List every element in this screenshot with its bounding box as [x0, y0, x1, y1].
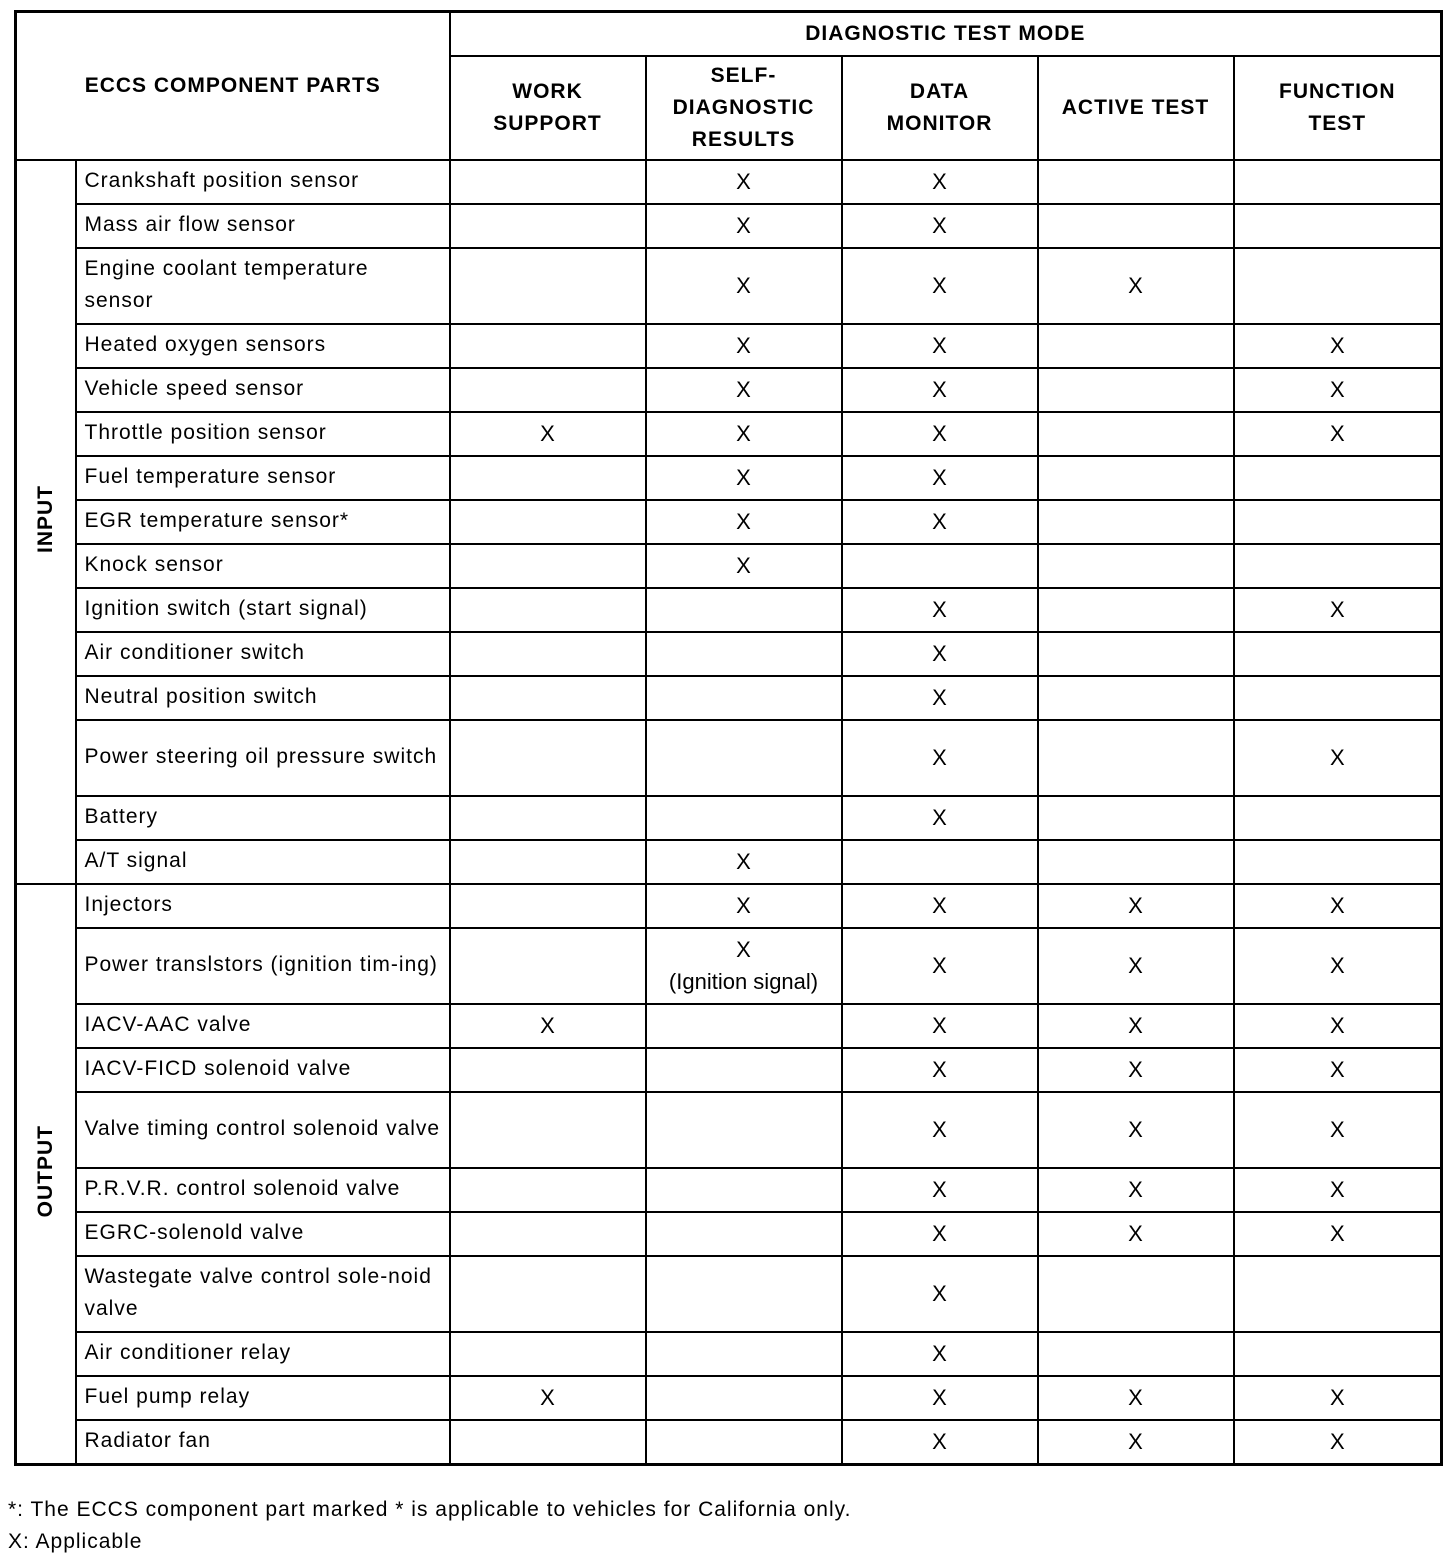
applicability-mark-work-support	[450, 1048, 646, 1092]
component-part-name: EGR temperature sensor*	[76, 500, 450, 544]
applicability-mark-data-monitor: X	[842, 1332, 1038, 1376]
applicability-mark-self-diagnostic-results: X	[646, 456, 842, 500]
column-header-work-support: WORK SUPPORT	[450, 56, 646, 160]
applicability-mark-function-test	[1234, 500, 1442, 544]
component-part-name: Crankshaft position sensor	[76, 160, 450, 204]
applicability-mark-function-test: X	[1234, 1168, 1442, 1212]
applicability-mark-work-support	[450, 1420, 646, 1465]
component-part-name: Throttle position sensor	[76, 412, 450, 456]
group-cell-input	[16, 160, 76, 884]
table-row	[16, 456, 1442, 500]
applicability-mark-work-support: X	[450, 1376, 646, 1420]
table-row	[16, 796, 1442, 840]
applicability-mark-function-test	[1234, 1332, 1442, 1376]
table-row	[16, 412, 1442, 456]
applicability-mark-function-test: X	[1234, 368, 1442, 412]
table-body	[16, 160, 1442, 1465]
table-row	[16, 676, 1442, 720]
footnotes	[8, 1494, 851, 1558]
applicability-mark-self-diagnostic-results: X	[646, 248, 842, 324]
applicability-mark-work-support	[450, 456, 646, 500]
applicability-mark-work-support	[450, 1256, 646, 1332]
applicability-mark-active-test	[1038, 796, 1234, 840]
applicability-mark-self-diagnostic-results: X	[646, 544, 842, 588]
component-part-name: EGRC-solenold valve	[76, 1212, 450, 1256]
applicability-mark-data-monitor: X	[842, 928, 1038, 1004]
applicability-mark-self-diagnostic-results	[646, 632, 842, 676]
column-header-active-test: ACTIVE TEST	[1038, 56, 1234, 160]
applicability-mark-work-support	[450, 588, 646, 632]
table-row	[16, 1376, 1442, 1420]
applicability-mark-active-test	[1038, 204, 1234, 248]
applicability-mark-data-monitor: X	[842, 1256, 1038, 1332]
component-part-name: Power translstors (ignition tim-ing)	[76, 928, 450, 1004]
table-row	[16, 1168, 1442, 1212]
applicability-mark-active-test	[1038, 720, 1234, 796]
applicability-mark-active-test	[1038, 160, 1234, 204]
component-part-name: Ignition switch (start signal)	[76, 588, 450, 632]
applicability-mark-function-test	[1234, 1256, 1442, 1332]
applicability-mark-data-monitor: X	[842, 588, 1038, 632]
eccs-diagnostic-table-sheet	[14, 10, 1440, 1466]
applicability-mark-self-diagnostic-results	[646, 1376, 842, 1420]
applicability-mark-function-test: X	[1234, 928, 1442, 1004]
applicability-mark-data-monitor: X	[842, 204, 1038, 248]
applicability-mark-function-test: X	[1234, 720, 1442, 796]
applicability-mark-self-diagnostic-results	[646, 1256, 842, 1332]
applicability-mark-data-monitor: X	[842, 324, 1038, 368]
applicability-mark-data-monitor	[842, 544, 1038, 588]
applicability-mark-data-monitor: X	[842, 1376, 1038, 1420]
applicability-mark-function-test: X	[1234, 1212, 1442, 1256]
applicability-mark-data-monitor: X	[842, 720, 1038, 796]
applicability-mark-data-monitor: X	[842, 500, 1038, 544]
applicability-mark-function-test	[1234, 632, 1442, 676]
applicability-mark-self-diagnostic-results: X	[646, 500, 842, 544]
table-row	[16, 1256, 1442, 1332]
table-row	[16, 500, 1442, 544]
applicability-mark-function-test: X	[1234, 1004, 1442, 1048]
table-row	[16, 840, 1442, 884]
applicability-mark-function-test: X	[1234, 1092, 1442, 1168]
applicability-mark-active-test	[1038, 500, 1234, 544]
applicability-mark-work-support	[450, 796, 646, 840]
applicability-mark-function-test: X	[1234, 1420, 1442, 1465]
applicability-mark-self-diagnostic-results	[646, 1092, 842, 1168]
applicability-mark-work-support	[450, 632, 646, 676]
table-row	[16, 632, 1442, 676]
applicability-mark-active-test	[1038, 544, 1234, 588]
applicability-mark-active-test: X	[1038, 1376, 1234, 1420]
applicability-mark-data-monitor: X	[842, 248, 1038, 324]
applicability-mark-data-monitor: X	[842, 632, 1038, 676]
table-row	[16, 1048, 1442, 1092]
component-part-name: IACV-FICD solenoid valve	[76, 1048, 450, 1092]
applicability-mark-data-monitor: X	[842, 1004, 1038, 1048]
applicability-mark-self-diagnostic-results: X (Ignition signal)	[646, 928, 842, 1004]
applicability-mark-work-support	[450, 500, 646, 544]
applicability-mark-active-test: X	[1038, 1048, 1234, 1092]
applicability-mark-function-test	[1234, 248, 1442, 324]
applicability-mark-data-monitor: X	[842, 456, 1038, 500]
component-part-name: Battery	[76, 796, 450, 840]
applicability-mark-self-diagnostic-results	[646, 1168, 842, 1212]
table-row	[16, 204, 1442, 248]
component-part-name: Knock sensor	[76, 544, 450, 588]
applicability-mark-data-monitor: X	[842, 412, 1038, 456]
applicability-mark-work-support	[450, 1332, 646, 1376]
footnote-applicable-legend: X: Applicable	[8, 1530, 143, 1553]
component-part-name: Air conditioner relay	[76, 1332, 450, 1376]
applicability-mark-active-test	[1038, 324, 1234, 368]
table-row	[16, 324, 1442, 368]
table-row	[16, 160, 1442, 204]
applicability-mark-function-test	[1234, 840, 1442, 884]
applicability-mark-self-diagnostic-results	[646, 1004, 842, 1048]
applicability-mark-self-diagnostic-results: X	[646, 324, 842, 368]
applicability-mark-active-test: X	[1038, 884, 1234, 928]
applicability-mark-active-test	[1038, 368, 1234, 412]
component-part-name: Neutral position switch	[76, 676, 450, 720]
table-row	[16, 720, 1442, 796]
applicability-mark-function-test	[1234, 456, 1442, 500]
applicability-mark-work-support	[450, 884, 646, 928]
applicability-mark-data-monitor: X	[842, 368, 1038, 412]
table-row	[16, 1212, 1442, 1256]
applicability-mark-function-test: X	[1234, 884, 1442, 928]
applicability-mark-active-test	[1038, 840, 1234, 884]
applicability-mark-active-test: X	[1038, 1092, 1234, 1168]
applicability-mark-function-test: X	[1234, 1376, 1442, 1420]
applicability-mark-active-test: X	[1038, 1004, 1234, 1048]
applicability-mark-active-test: X	[1038, 928, 1234, 1004]
applicability-mark-self-diagnostic-results	[646, 1332, 842, 1376]
applicability-mark-data-monitor: X	[842, 160, 1038, 204]
applicability-mark-work-support	[450, 324, 646, 368]
applicability-mark-active-test: X	[1038, 1420, 1234, 1465]
applicability-mark-function-test: X	[1234, 588, 1442, 632]
applicability-mark-self-diagnostic-results	[646, 1420, 842, 1465]
applicability-mark-work-support	[450, 248, 646, 324]
applicability-mark-data-monitor: X	[842, 796, 1038, 840]
applicability-mark-active-test: X	[1038, 248, 1234, 324]
table-row	[16, 1092, 1442, 1168]
column-header-function-test: FUNCTION TEST	[1234, 56, 1442, 160]
test-mode-header: DIAGNOSTIC TEST MODE	[450, 12, 1442, 56]
component-parts-header: ECCS COMPONENT PARTS	[16, 12, 450, 160]
applicability-mark-work-support	[450, 720, 646, 796]
applicability-mark-self-diagnostic-results	[646, 720, 842, 796]
applicability-mark-active-test	[1038, 1332, 1234, 1376]
table-row	[16, 1332, 1442, 1376]
applicability-mark-data-monitor: X	[842, 884, 1038, 928]
table-row	[16, 884, 1442, 928]
component-part-name: A/T signal	[76, 840, 450, 884]
table-row	[16, 544, 1442, 588]
component-part-name: Power steering oil pressure switch	[76, 720, 450, 796]
component-part-name: Fuel pump relay	[76, 1376, 450, 1420]
applicability-mark-work-support	[450, 1212, 646, 1256]
applicability-mark-function-test	[1234, 796, 1442, 840]
component-part-name: Air conditioner switch	[76, 632, 450, 676]
eccs-diagnostic-table	[14, 10, 1443, 1466]
group-label-input: INPUT	[33, 485, 57, 553]
applicability-mark-self-diagnostic-results	[646, 1048, 842, 1092]
applicability-mark-work-support	[450, 1092, 646, 1168]
applicability-mark-self-diagnostic-results: X	[646, 368, 842, 412]
table-header	[16, 12, 1442, 160]
applicability-mark-active-test: X	[1038, 1212, 1234, 1256]
applicability-mark-function-test: X	[1234, 1048, 1442, 1092]
component-part-name: Engine coolant temperature sensor	[76, 248, 450, 324]
component-part-name: Mass air flow sensor	[76, 204, 450, 248]
component-part-name: Radiator fan	[76, 1420, 450, 1465]
table-row	[16, 248, 1442, 324]
table-row	[16, 1004, 1442, 1048]
applicability-mark-active-test	[1038, 676, 1234, 720]
applicability-mark-self-diagnostic-results: X	[646, 884, 842, 928]
table-row	[16, 928, 1442, 1004]
component-part-name: P.R.V.R. control solenoid valve	[76, 1168, 450, 1212]
applicability-mark-self-diagnostic-results: X	[646, 840, 842, 884]
applicability-mark-active-test	[1038, 588, 1234, 632]
applicability-mark-work-support	[450, 928, 646, 1004]
applicability-mark-data-monitor: X	[842, 1092, 1038, 1168]
applicability-mark-active-test	[1038, 1256, 1234, 1332]
applicability-mark-function-test: X	[1234, 324, 1442, 368]
applicability-mark-function-test	[1234, 160, 1442, 204]
component-part-name: Wastegate valve control sole-noid valve	[76, 1256, 450, 1332]
component-part-name: Injectors	[76, 884, 450, 928]
applicability-mark-data-monitor: X	[842, 1048, 1038, 1092]
applicability-mark-self-diagnostic-results	[646, 796, 842, 840]
applicability-mark-work-support	[450, 368, 646, 412]
applicability-mark-work-support	[450, 1168, 646, 1212]
applicability-mark-active-test	[1038, 632, 1234, 676]
applicability-mark-work-support	[450, 160, 646, 204]
applicability-mark-function-test	[1234, 544, 1442, 588]
column-header-self-diagnostic-results: SELF-DIAGNOSTIC RESULTS	[646, 56, 842, 160]
applicability-mark-work-support	[450, 840, 646, 884]
applicability-mark-work-support	[450, 676, 646, 720]
applicability-mark-self-diagnostic-results	[646, 588, 842, 632]
applicability-mark-data-monitor	[842, 840, 1038, 884]
applicability-mark-function-test: X	[1234, 412, 1442, 456]
applicability-mark-self-diagnostic-results: X	[646, 204, 842, 248]
group-label-output: OUTPUT	[33, 1124, 57, 1218]
table-row	[16, 368, 1442, 412]
applicability-mark-function-test	[1234, 676, 1442, 720]
applicability-mark-data-monitor: X	[842, 676, 1038, 720]
group-cell-output	[16, 884, 76, 1465]
component-part-name: Heated oxygen sensors	[76, 324, 450, 368]
applicability-mark-work-support	[450, 204, 646, 248]
component-part-name: Fuel temperature sensor	[76, 456, 450, 500]
column-header-data-monitor: DATA MONITOR	[842, 56, 1038, 160]
applicability-mark-data-monitor: X	[842, 1420, 1038, 1465]
component-part-name: Valve timing control solenoid valve	[76, 1092, 450, 1168]
applicability-mark-self-diagnostic-results	[646, 676, 842, 720]
table-row	[16, 1420, 1442, 1465]
component-part-name: Vehicle speed sensor	[76, 368, 450, 412]
footnote-california: *: The ECCS component part marked * is applicable to vehicles for California only.	[8, 1498, 852, 1521]
applicability-mark-work-support	[450, 544, 646, 588]
applicability-mark-data-monitor: X	[842, 1212, 1038, 1256]
table-row	[16, 588, 1442, 632]
applicability-mark-function-test	[1234, 204, 1442, 248]
applicability-mark-self-diagnostic-results: X	[646, 160, 842, 204]
component-part-name: IACV-AAC valve	[76, 1004, 450, 1048]
applicability-mark-active-test: X	[1038, 1168, 1234, 1212]
applicability-mark-work-support: X	[450, 412, 646, 456]
applicability-mark-data-monitor: X	[842, 1168, 1038, 1212]
applicability-mark-active-test	[1038, 456, 1234, 500]
applicability-mark-active-test	[1038, 412, 1234, 456]
applicability-mark-work-support: X	[450, 1004, 646, 1048]
applicability-mark-self-diagnostic-results: X	[646, 412, 842, 456]
applicability-mark-self-diagnostic-results	[646, 1212, 842, 1256]
